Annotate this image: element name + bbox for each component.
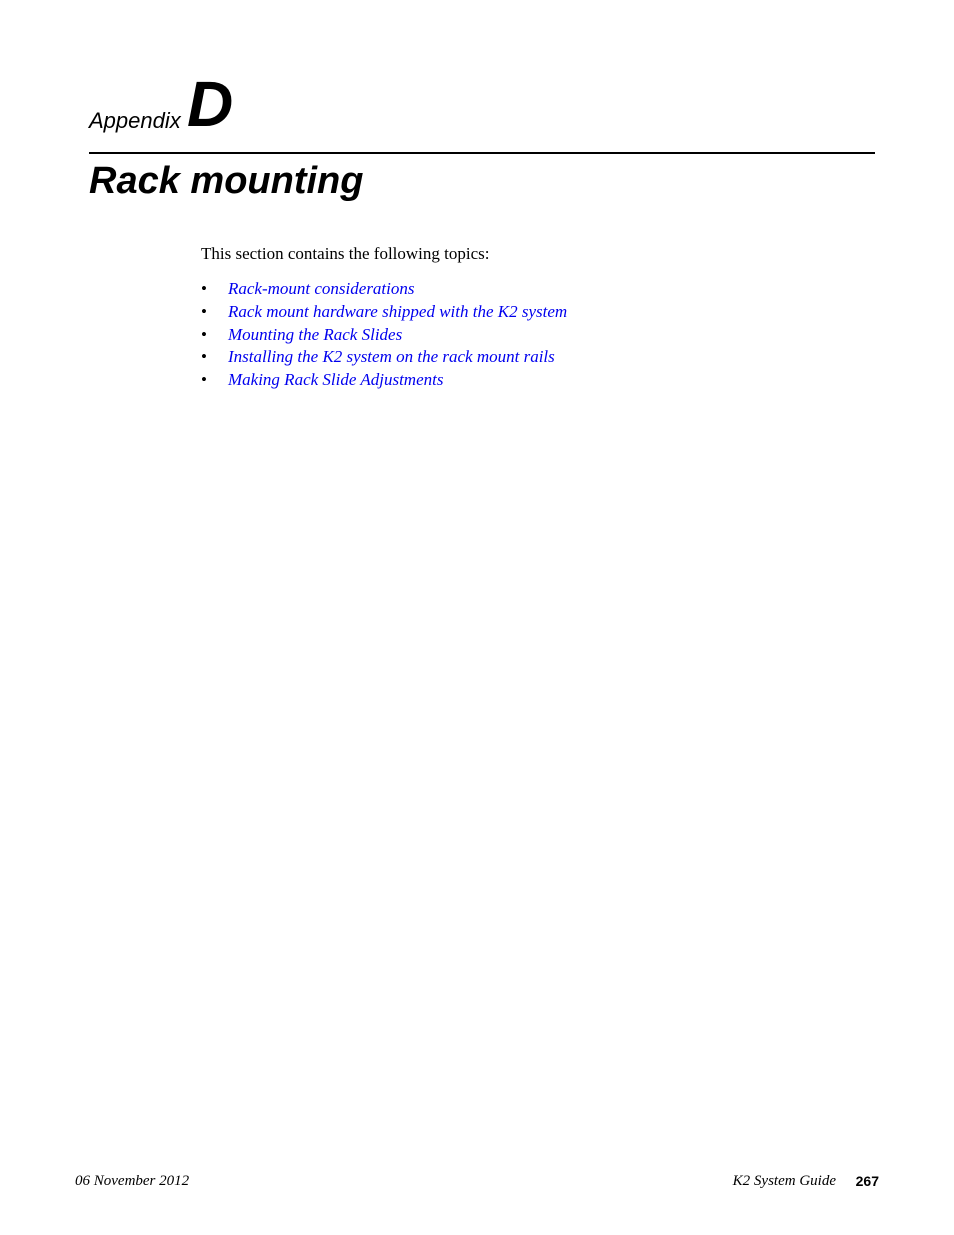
footer-date: 06 November 2012 [75, 1173, 190, 1189]
page-number: 267 [855, 1173, 879, 1189]
intro-text: This section contains the following topics: [201, 244, 490, 263]
footer-guide-title: K2 System Guide [732, 1173, 836, 1189]
bullet: • [201, 301, 207, 321]
topic-link-rack-mount-hardware[interactable]: Rack mount hardware shipped with the K2 system [228, 301, 568, 321]
bullet: • [201, 324, 207, 344]
appendix-letter: D [187, 68, 234, 140]
bullet: • [201, 370, 207, 390]
topic-link-rack-slide-adjustments[interactable]: Making Rack Slide Adjustments [228, 370, 444, 390]
appendix-word: Appendix [89, 108, 181, 133]
topic-link-rack-mount-considerations[interactable]: Rack-mount considerations [228, 279, 415, 298]
bullet: • [201, 279, 207, 298]
title-divider [89, 152, 875, 154]
topic-link-installing-k2-system[interactable]: Installing the K2 system on the rack mount rails [228, 347, 555, 367]
page-title: Rack mounting [89, 160, 364, 202]
bullet: • [201, 347, 207, 367]
topic-link-mounting-rack-slides[interactable]: Mounting the Rack Slides [228, 324, 403, 344]
